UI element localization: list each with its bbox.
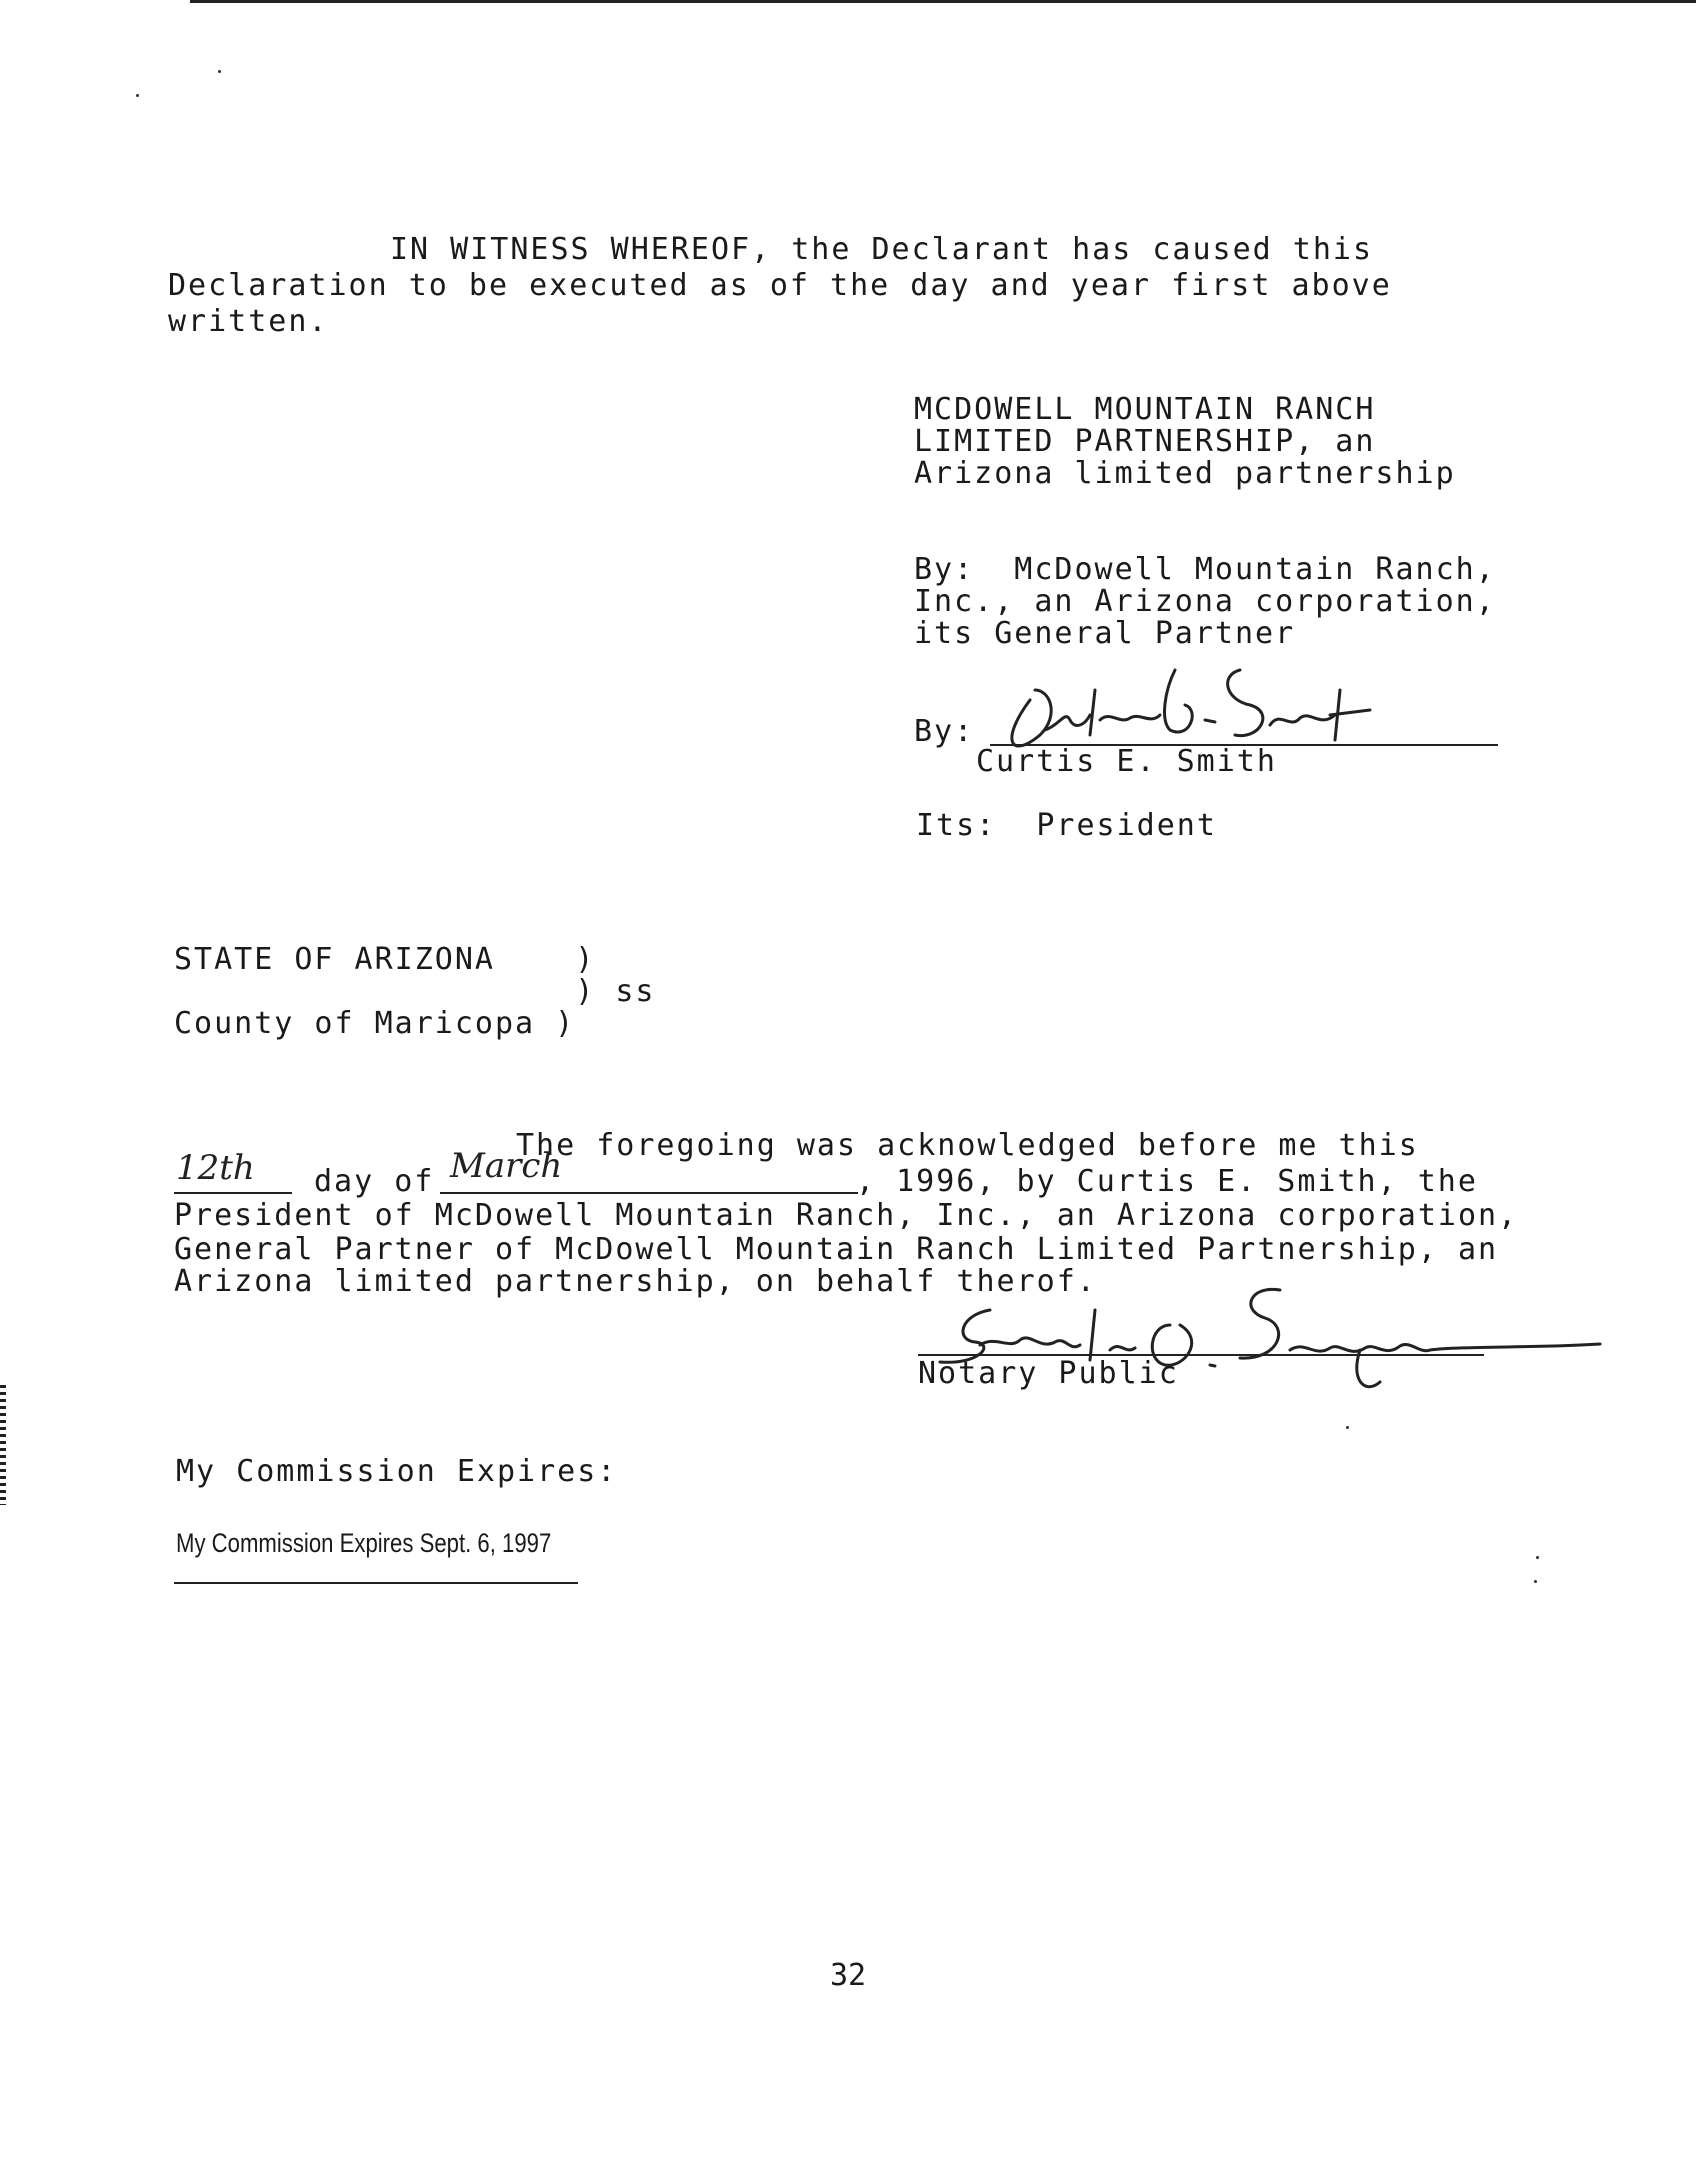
by-line-2: Inc., an Arizona corporation, (914, 584, 1496, 619)
signatory-name: Curtis E. Smith (976, 744, 1277, 779)
scan-speck (1346, 1426, 1349, 1429)
declarant-line-3: Arizona limited partnership (914, 456, 1456, 491)
scan-speck (218, 70, 221, 73)
ack-day-handwritten: 12th (176, 1148, 255, 1188)
declarant-line-1: MCDOWELL MOUNTAIN RANCH (914, 392, 1376, 427)
scan-speck (1534, 1580, 1537, 1583)
ack-line-1: The foregoing was acknowledged before me this (516, 1128, 1419, 1163)
ack-month-handwritten: March (450, 1146, 563, 1186)
ack-month-blank (440, 1192, 858, 1194)
scan-margin-marks (0, 1385, 6, 1505)
ack-day-blank (174, 1192, 292, 1194)
witness-line-2: Declaration to be executed as of the day and year first above (168, 268, 1392, 303)
scan-speck (1536, 1556, 1539, 1559)
notary-label: Notary Public (918, 1356, 1179, 1391)
by-line-3: its General Partner (914, 616, 1296, 651)
witness-line-1: IN WITNESS WHEREOF, the Declarant has caused this (390, 232, 1374, 267)
scan-top-edge (190, 0, 1696, 3)
page-number: 32 (829, 1958, 867, 1993)
by-label: By: (914, 714, 975, 749)
venue-county: County of Maricopa ) (174, 1006, 576, 1041)
commission-stamp: My Commission Expires Sept. 6, 1997 (176, 1528, 552, 1558)
commission-label: My Commission Expires: (176, 1454, 618, 1489)
witness-line-3: written. (168, 304, 329, 339)
ack-line-3: President of McDowell Mountain Ranch, Inc., an Arizona corporation, (174, 1198, 1519, 1233)
ack-line-5: Arizona limited partnership, on behalf therof. (174, 1264, 1097, 1299)
ack-line-2: , 1996, by Curtis E. Smith, the (856, 1164, 1478, 1199)
ack-day-of: day of (314, 1164, 435, 1199)
ack-line-4: General Partner of McDowell Mountain Ranch Limited Partnership, an (174, 1232, 1499, 1267)
by-line-1: By: McDowell Mountain Ranch, (914, 552, 1496, 587)
venue-ss: ) ss (174, 974, 656, 1009)
scan-speck (136, 94, 139, 97)
signature-curtis-smith (990, 630, 1410, 760)
commission-line (174, 1582, 578, 1584)
signatory-title: Its: President (916, 808, 1217, 843)
declarant-line-2: LIMITED PARTNERSHIP, an (914, 424, 1376, 459)
venue-state: STATE OF ARIZONA ) (174, 942, 596, 977)
